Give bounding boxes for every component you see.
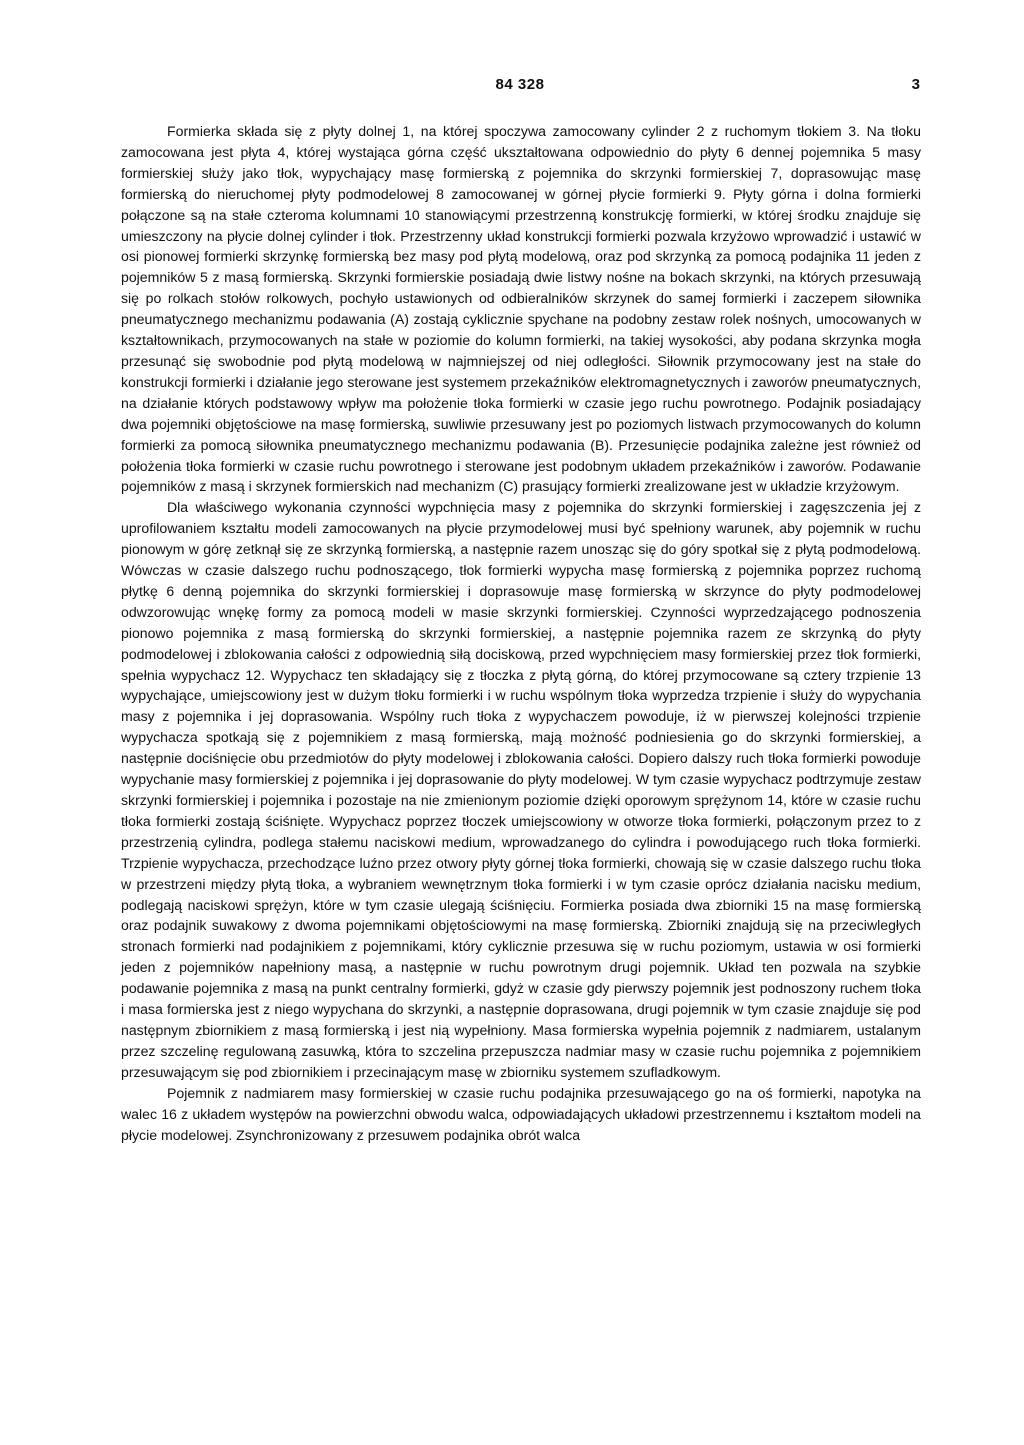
body-text [121, 121, 921, 1145]
paragraph-2: Dla właściwego wykonania czynności wypchnięcia masy z pojemnika do skrzynki formierskiej i zagęszczenia jej z uprofilowaniem kształtu modeli zamocowanych na płycie przymodelowej musi być spełniony warunek, aby pojemnik w ruchu pionowym w górę zetknął się ze skrzynką formierską, a następnie razem unosząc się do góry spotkał się z płytą podmodelową. Wówczas w czasie dalszego ruchu podnoszącego, tłok formierki wypycha masę formierską z pojemnika poprzez ruchomą płytkę 6 denną pojemnika do skrzynki formierskiej i doprasowuje masę formierską w skrzynce do płyty podmodelowej odwzorowując wnękę formy za pomocą modeli w masie skrzynki formierskiej. Czynności wyprzedzającego podnoszenia pionowo pojemnika z masą formierską do skrzynki formierskiej, a następnie pojemnika razem ze skrzynką do płyty podmodelowej i zblokowania całości z odpowiednią siłą dociskową, przed wypchnięciem masy formierskiej przez tłok formierki, spełnia wypychacz 12. Wypychacz ten składający się z tłoczka z płytą górną, do której przymocowane są cztery trzpienie 13 wypychające, umiejscowiony jest w dużym tłoku formierki i w ruchu wspólnym tłoka wyprzedza trzpienie i służy do wypychania masy z pojemnika i jej doprasowania. Wspólny ruch tłoka z wypychaczem powoduje, iż w pierwszej kolejności trzpienie wypychacza spotkają się z pojemnikiem z masą formierską, mają możność podniesienia go do skrzynki formierskiej, a następnie dociśnięcie obu przedmiotów do płyty modelowej i zblokowania całości. Dopiero dalszy ruch tłoka formierki powoduje wypychanie masy formierskiej z pojemnika i jej doprasowanie do płyty modelowej. W tym czasie wypychacz podtrzymuje zestaw skrzynki formierskiej i pojemnika i pozostaje na nie zmienionym poziomie dzięki oporowym sprężynom 14, które w czasie ruchu tłoka formierki zostają ściśnięte. Wypychacz poprzez tłoczek umiejscowiony w otworze tłoka formierki, połączonym przez to z przestrzenią cylindra, podlega stałemu naciskowi medium, wprowadzanego do cylindra i powodującego ruch tłoka formierki. Trzpienie wypychacza, przechodzące luźno przez otwory płyty górnej tłoka formierki, chowają się w czasie dalszego ruchu tłoka w przestrzeni między płytą tłoka, a wybraniem wewnętrznym tłoka formierki i w tym czasie oprócz działania nacisku medium, podlegają naciskowi sprężyn, które w tym czasie ulegają ściśnięciu. Formierka posiada dwa zbiorniki 15 na masę formierską oraz podajnik suwakowy z dwoma pojemnikami objętościowymi na masę formierską. Zbiorniki znajdują się na przeciwległych stronach formierki nad podajnikiem z pojemnikami, który cyklicznie przesuwa się w ruchu poziomym, ustawia w osi formierki jeden z pojemników napełniony masą, a następnie w ruchu powrotnym drugi pojemnik. Układ ten pozwala na szybkie podawanie pojemnika z masą na punkt centralny formierki, gdyż w czasie gdy pierwszy pojemnik jest podnoszony ruchem tłoka i masa formierska jest z niego wypychana do skrzynki, a następnie doprasowana, drugi pojemnik w tym czasie znajduje się pod następnym zbiornikiem z masą formierską i jest nią wypełniony. Masa formierska wypełnia pojemnik z nadmiarem, ustalanym przez szczelinę regulowaną zasuwką, która to szczelina przepuszcza nadmiar masy w czasie ruchu pojemnika z pojemnikiem przesuwającym się pod zbiornikiem i przecinającym masę w zbiorniku systemem szufladkowym. [121, 499, 921, 1080]
paragraph-1: Formierka składa się z płyty dolnej 1, na której spoczywa zamocowany cylinder 2 z ruchomym tłokiem 3. Na tłoku zamocowana jest płyta 4, której wystająca górna część ukształtowana odpowiednio do płyty 6 dennej pojemnika 5 masy formierskiej służy jako tłok, wypychający masę formierską z pojemnika do skrzynki formierskiej 7, doprasowując masę formierską do nieruchomej płyty podmodelowej 8 zamocowanej w górnej płycie formierki 9. Płyty górna i dolna formierki połączone są na stałe czteroma kolumnami 10 stanowiącymi przestrzenną konstrukcję formierki, w której środku znajduje się umieszczony na płycie dolnej cylinder i tłok. Przestrzenny układ konstrukcji formierki pozwala krzyżowo wprowadzić i ustawić w osi pionowej formierki skrzynkę formierską bez masy pod płytą modelową, oraz pod skrzynką za pomocą podajnika 11 jeden z pojemników 5 z masą formierską. Skrzynki formierskie posiadają dwie listwy nośne na bokach skrzynki, na których przesuwają się po rolkach stołów rolkowych, pochyło ustawionych od odbieralników skrzynek do samej formierki i zaczepem siłownika pneumatycznego mechanizmu podawania (A) zostają cyklicznie spychane na podobny zestaw rolek nośnych, umocowanych w kształtownikach, przymocowanych na stałe w poziomie do kolumn formierki, na takiej wysokości, aby podana skrzynka mogła przesunąć się swobodnie pod płytą modelową w najmniejszej od niej odległości. Siłownik przymocowany jest na stałe do konstrukcji formierki i działanie jego sterowane jest systemem przekaźników elektromagnetycznych i zaworów pneumatycznych, na działanie których podstawowy wpływ ma położenie tłoka formierki w czasie jego ruchu powrotnego. Podajnik posiadający dwa pojemniki objętościowe na masę formierską, suwliwie przesuwany jest po poziomych listwach przymocowanych do kolumn formierki za pomocą siłownika pneumatycznego mechanizmu podawania (B). Przesunięcie podajnika zależne jest również od położenia tłoka formierki w czasie ruchu powrotnego i sterowane jest podobnym układem przekaźników i zaworów. Podawanie pojemników z masą i skrzynek formierskich nad mechanizm (C) prasujący formierki zrealizowane jest w układzie krzyżowym. [121, 123, 921, 495]
page-number: 3 [911, 76, 920, 93]
page-header [120, 76, 920, 98]
document-number: 84 328 [495, 76, 545, 93]
paragraph-3: Pojemnik z nadmiarem masy formierskiej w czasie ruchu podajnika przesuwającego go na oś formierki, napotyka na walec 16 z układem występów na powierzchni obwodu walca, odpowiadających układowi przestrzennemu i kształtom modeli na płycie modelowej. Zsynchronizowany z przesuwem podajnika obrót walca [121, 1084, 921, 1143]
